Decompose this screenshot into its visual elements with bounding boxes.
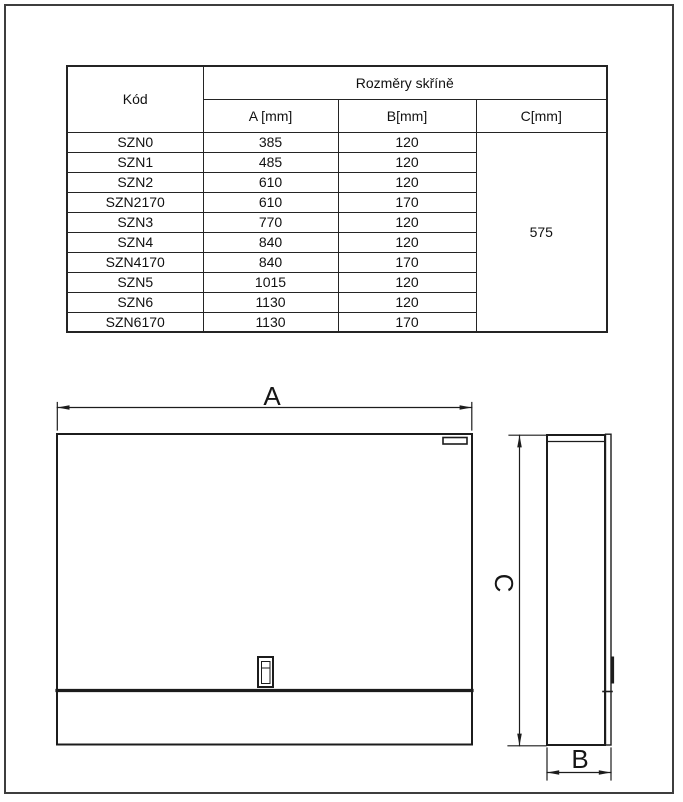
cell-b: 120	[338, 152, 476, 172]
column-header-b: B[mm]	[338, 99, 476, 132]
cell-b: 170	[338, 192, 476, 212]
front-view	[57, 434, 472, 745]
column-header-kod: Kód	[67, 66, 203, 132]
cell-a: 1130	[203, 312, 338, 332]
cell-b: 120	[338, 212, 476, 232]
column-header-c: C[mm]	[476, 99, 607, 132]
cell-b: 120	[338, 272, 476, 292]
cell-kod: SZN0	[67, 132, 203, 152]
cell-a: 385	[203, 132, 338, 152]
side-view	[547, 434, 613, 745]
column-header-a: A [mm]	[203, 99, 338, 132]
dim-b-arrow-right	[599, 770, 611, 775]
dim-a-arrow-right	[460, 405, 472, 410]
cell-a: 840	[203, 252, 338, 272]
cell-a: 840	[203, 232, 338, 252]
cell-kod: SZN6	[67, 292, 203, 312]
cell-kod: SZN4	[67, 232, 203, 252]
cell-a: 1130	[203, 292, 338, 312]
dimension-b-label: B	[571, 744, 589, 774]
cell-c-merged: 575	[476, 132, 607, 332]
cell-kod: SZN2170	[67, 192, 203, 212]
cell-b: 120	[338, 132, 476, 152]
dimension-c-label: C	[489, 573, 519, 593]
cabinet-side-outline	[547, 435, 605, 745]
cell-a: 1015	[203, 272, 338, 292]
dim-b-arrow-left	[547, 770, 559, 775]
cell-a: 610	[203, 192, 338, 212]
dim-c-arrow-top	[517, 435, 522, 447]
cell-kod: SZN1	[67, 152, 203, 172]
dim-c-arrow-bottom	[517, 734, 522, 746]
table-title-cell: Rozměry skříně	[203, 66, 607, 99]
cell-kod: SZN3	[67, 212, 203, 232]
cell-kod: SZN4170	[67, 252, 203, 272]
cell-b: 170	[338, 312, 476, 332]
cell-kod: SZN6170	[67, 312, 203, 332]
cell-a: 610	[203, 172, 338, 192]
lock-inner	[262, 662, 271, 684]
cell-b: 120	[338, 232, 476, 252]
cell-b: 120	[338, 292, 476, 312]
dim-a-arrow-left	[57, 405, 69, 410]
dimension-a-label: A	[263, 381, 281, 411]
cell-a: 770	[203, 212, 338, 232]
cell-kod: SZN2	[67, 172, 203, 192]
label-plate	[443, 438, 467, 445]
cell-kod: SZN5	[67, 272, 203, 292]
cell-a: 485	[203, 152, 338, 172]
cabinet-front-outline	[57, 434, 472, 745]
cell-b: 170	[338, 252, 476, 272]
side-door-strip	[606, 434, 612, 745]
cell-b: 120	[338, 172, 476, 192]
